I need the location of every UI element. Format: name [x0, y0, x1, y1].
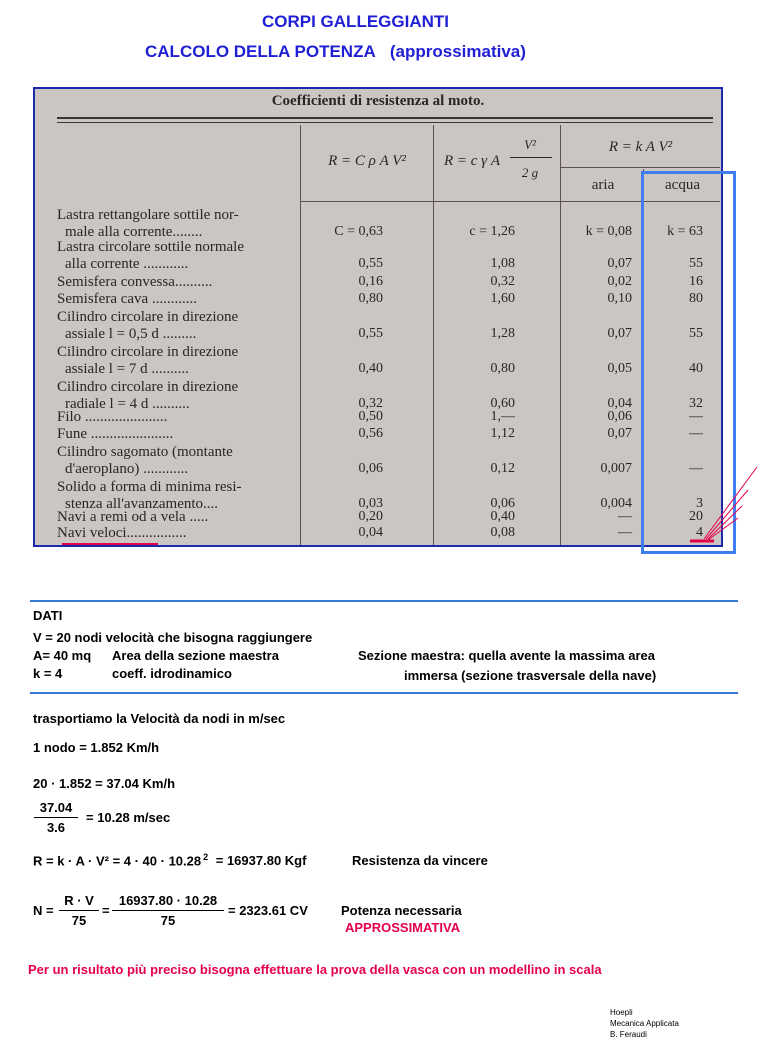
header-c-num: V² — [524, 137, 536, 152]
row-label: male alla corrente........ — [65, 224, 203, 240]
speed-result: = 10.28 m/sec — [86, 810, 171, 825]
cell-aria: 0,06 — [607, 409, 632, 424]
cell-acqua: 40 — [689, 361, 703, 376]
speed-fraction — [34, 800, 78, 835]
row-label: Cilindro circolare in direzione — [57, 344, 239, 360]
conversion-intro: trasportiamo la Velocità da nodi in m/sec — [33, 711, 286, 726]
cell-acqua: k = 63 — [667, 224, 703, 239]
power-note: Potenza necessaria — [341, 903, 462, 918]
cell-C: C = 0,63 — [334, 224, 383, 239]
header-c-den: 2 g — [521, 165, 539, 180]
resistance-formula — [33, 852, 306, 868]
fraction-denominator: 3.6 — [46, 820, 66, 835]
cell-aria: 0,07 — [607, 326, 632, 341]
subtitle-note: (approssimativa) — [389, 42, 526, 61]
header-aria: aria — [591, 177, 615, 193]
row-label: Fune ...................... — [57, 426, 174, 442]
cell-c: 0,08 — [490, 525, 515, 540]
cell-c: 0,12 — [490, 461, 515, 476]
row-label: alla corrente ............ — [65, 256, 189, 272]
dati-velocity: V = 20 nodi velocità che bisogna raggiungere — [33, 630, 313, 645]
dati-area-desc: Area della sezione maestra — [112, 648, 279, 663]
cell-C: 0,20 — [358, 509, 383, 524]
cell-C: 0,55 — [358, 256, 383, 271]
row-label: assiale l = 7 d .......... — [65, 361, 189, 377]
section-divider — [30, 600, 738, 602]
cell-acqua: — — [689, 426, 703, 441]
cell-c: 1,— — [490, 409, 515, 424]
row-label: Navi veloci................ — [57, 525, 187, 541]
credit-publisher: Hoepli — [610, 1008, 633, 1017]
cell-acqua: 32 — [689, 396, 703, 411]
cell-acqua: 16 — [689, 274, 703, 289]
credits — [610, 1007, 679, 1040]
cell-acqua: 20 — [689, 509, 703, 524]
dati-heading: DATI — [33, 608, 63, 623]
credit-author: B. Feraudi — [610, 1030, 647, 1039]
fraction-line — [34, 817, 78, 818]
row-label: assiale l = 0,5 d ......... — [65, 326, 197, 342]
sezione-note-1: Sezione maestra: quella avente la massima area — [358, 648, 655, 663]
cell-c: 0,32 — [490, 274, 515, 289]
cell-c: 1,12 — [490, 426, 515, 441]
row-label: Cilindro circolare in direzione — [57, 309, 239, 325]
cell-aria: 0,004 — [600, 496, 632, 511]
cell-c: 0,06 — [490, 496, 515, 511]
cell-aria: 0,02 — [607, 274, 632, 289]
power-result: = 2323.61 CV — [228, 903, 308, 918]
fraction-numerator: 37.04 — [39, 800, 73, 815]
cell-acqua: 55 — [689, 326, 703, 341]
header-acqua: acqua — [665, 177, 700, 193]
resistance-note: Resistenza da vincere — [352, 853, 488, 868]
power-approx-note: APPROSSIMATIVA — [345, 920, 461, 935]
fraction-numerator: R · V — [64, 893, 94, 908]
row-label: Solido a forma di minima resi- — [57, 479, 242, 495]
cell-aria: k = 0,08 — [585, 224, 632, 239]
cell-C: 0,56 — [358, 426, 383, 441]
cell-c: 1,28 — [490, 326, 515, 341]
credit-book: Mecanica Applicata — [610, 1019, 679, 1028]
exponent: 2 — [203, 852, 209, 862]
dati-k-desc: coeff. idrodinamico — [112, 666, 232, 681]
cell-aria: 0,07 — [607, 426, 632, 441]
cell-acqua: — — [689, 409, 703, 424]
row-label: Filo ...................... — [57, 409, 168, 425]
cell-c: 1,60 — [490, 291, 515, 306]
knot-definition: 1 nodo = 1.852 Km/h — [33, 740, 160, 755]
fraction-line — [59, 910, 99, 911]
fraction-denominator: 75 — [160, 913, 176, 928]
cell-aria: 0,07 — [607, 256, 632, 271]
cell-c: 0,40 — [490, 509, 515, 524]
row-label: Cilindro circolare in direzione — [57, 379, 239, 395]
sezione-note-2: immersa (sezione trasversale della nave) — [404, 668, 657, 683]
final-note: Per un risultato più preciso bisogna effettuare la prova della vasca con un modellino in scala — [28, 962, 602, 977]
dati-k: k = 4 — [33, 666, 63, 681]
pointer-arrow — [708, 518, 738, 540]
cell-aria: — — [618, 525, 632, 540]
cell-C: 0,16 — [358, 274, 383, 289]
cell-C: 0,80 — [358, 291, 383, 306]
resistance-value: = 16937.80 Kgf — [215, 853, 307, 869]
row-label: radiale l = 4 d .......... — [65, 396, 190, 412]
page-title: CORPI GALLEGGIANTI — [262, 12, 449, 31]
subtitle-main: CALCOLO DELLA POTENZA — [145, 42, 376, 61]
cell-aria: 0,007 — [600, 461, 632, 476]
pointer-arrow — [706, 490, 748, 539]
fraction-numerator: 16937.80 · 10.28 — [118, 893, 218, 908]
section-divider — [30, 692, 738, 694]
cell-acqua: 3 — [696, 496, 703, 511]
row-label: Navi a remi od a vela ..... — [57, 509, 209, 525]
fraction-denominator: 75 — [71, 913, 87, 928]
cell-C: 0,04 — [358, 525, 383, 540]
cell-aria: 0,05 — [607, 361, 632, 376]
cell-aria: — — [618, 509, 632, 524]
pointer-arrow — [704, 467, 757, 539]
row-label: Lastra rettangolare sottile nor- — [57, 207, 239, 223]
cell-aria: 0,04 — [607, 396, 632, 411]
header-k: R = k A V² — [608, 139, 673, 155]
cell-C: 0,32 — [358, 396, 383, 411]
row-label: Semisfera cava ............ — [57, 291, 197, 307]
cell-C: 0,03 — [358, 496, 383, 511]
cell-C: 0,50 — [358, 409, 383, 424]
fraction-line — [112, 910, 224, 911]
resistance-formula-main: R = k · A · V² = 4 · 40 · 10.28 — [33, 853, 202, 869]
cell-acqua: — — [689, 461, 703, 476]
header-C: R = C ρ A V² — [328, 153, 406, 169]
header-c: R = c γ A — [443, 153, 500, 169]
cell-c: 1,08 — [490, 256, 515, 271]
cell-C: 0,55 — [358, 326, 383, 341]
row-label: Lastra circolare sottile normale — [57, 239, 244, 255]
dati-area: A= 40 mq — [33, 648, 92, 663]
cell-acqua: 80 — [689, 291, 703, 306]
cell-c: c = 1,26 — [469, 224, 515, 239]
table-title: Coefficienti di resistenza al moto. — [271, 93, 485, 109]
row-label: Cilindro sagomato (montante — [57, 444, 233, 460]
cell-c: 0,60 — [490, 396, 515, 411]
cell-C: 0,40 — [358, 361, 383, 376]
power-label: N = — [33, 903, 54, 918]
power-fraction-1 — [59, 893, 99, 928]
equals-sign: = — [102, 903, 110, 918]
row-label: stenza all'avanzamento.... — [65, 496, 219, 512]
power-fraction-2 — [112, 893, 224, 928]
cell-aria: 0,10 — [607, 291, 632, 306]
cell-c: 0,80 — [490, 361, 515, 376]
kmh-calculation: 20 · 1.852 = 37.04 Km/h — [33, 776, 176, 791]
cell-acqua: 55 — [689, 256, 703, 271]
cell-C: 0,06 — [358, 461, 383, 476]
row-label: Semisfera convessa.......... — [57, 274, 213, 290]
cell-acqua: 4 — [696, 525, 703, 540]
row-label: d'aeroplano) ............ — [65, 461, 189, 477]
